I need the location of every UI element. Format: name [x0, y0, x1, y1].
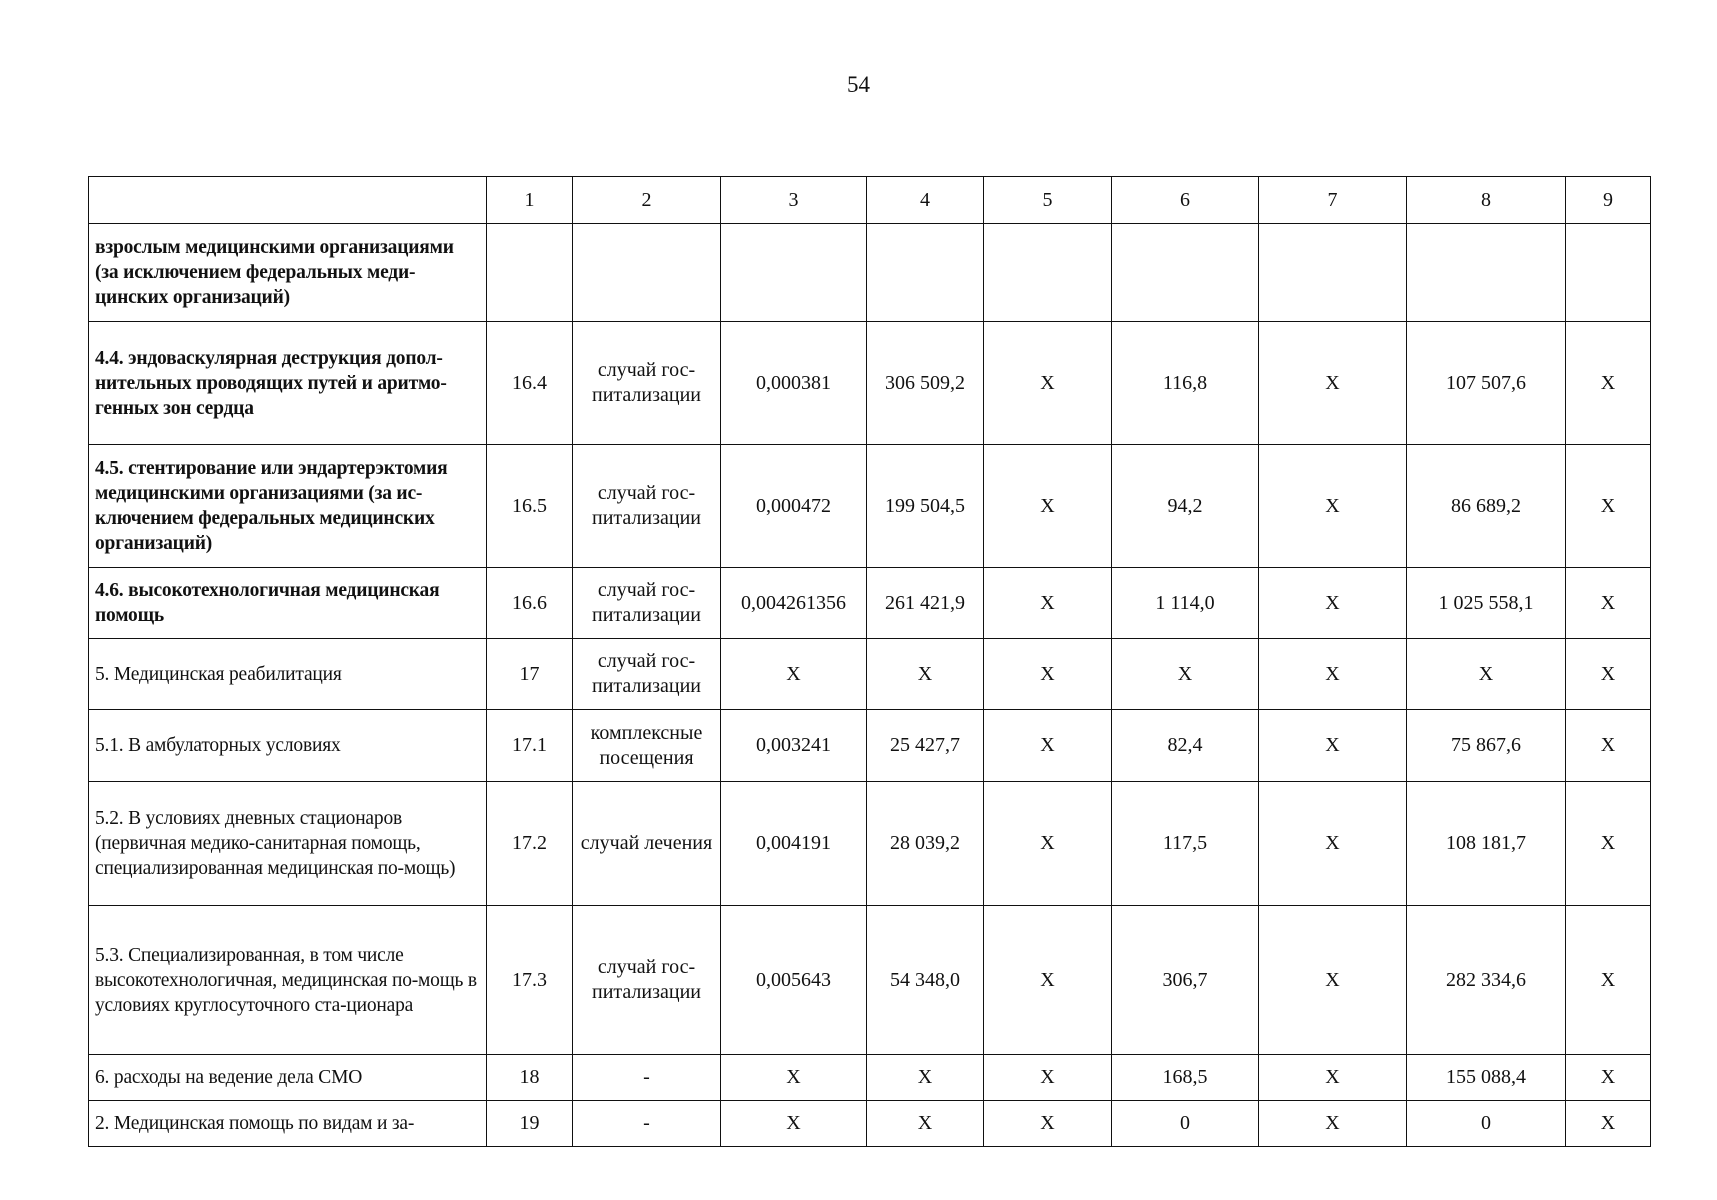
col-8: 0 [1407, 1101, 1566, 1147]
col-6: X [1112, 639, 1259, 710]
col-5: X [984, 906, 1112, 1055]
col-3: 0,000381 [721, 322, 867, 445]
col-6 [1112, 224, 1259, 322]
col-9: X [1566, 1055, 1651, 1101]
col-5: X [984, 568, 1112, 639]
col-1-code: 17 [487, 639, 573, 710]
col-4 [867, 224, 984, 322]
col-5: X [984, 322, 1112, 445]
row-label: 6. расходы на ведение дела СМО [89, 1055, 487, 1101]
header-cell: 4 [867, 177, 984, 224]
table-row [89, 639, 1651, 710]
col-8: 75 867,6 [1407, 710, 1566, 782]
col-2-unit: - [573, 1055, 721, 1101]
col-5: X [984, 710, 1112, 782]
col-1-code: 18 [487, 1055, 573, 1101]
col-4: 306 509,2 [867, 322, 984, 445]
col-8 [1407, 224, 1566, 322]
col-4: X [867, 639, 984, 710]
col-1-code: 19 [487, 1101, 573, 1147]
row-label: 5.3. Специализированная, в том числе высокотехнологичная, медицинская по-мощь в условиях круглосуточного ста-ционара [89, 906, 487, 1055]
col-7: X [1259, 906, 1407, 1055]
col-6: 116,8 [1112, 322, 1259, 445]
col-8: 1 025 558,1 [1407, 568, 1566, 639]
row-label: 2. Медицинская помощь по видам и за- [89, 1101, 487, 1147]
col-2-unit [573, 224, 721, 322]
table-row [89, 1055, 1651, 1101]
col-7 [1259, 224, 1407, 322]
col-7: X [1259, 710, 1407, 782]
row-label: 4.5. стентирование или эндартерэктомия медицинскими организациями (за ис-ключением федеральных медицинских организаций) [89, 445, 487, 568]
table-row [89, 224, 1651, 322]
col-9: X [1566, 322, 1651, 445]
header-cell: 8 [1407, 177, 1566, 224]
col-2-unit: случай гос-питализации [573, 445, 721, 568]
col-3: 0,000472 [721, 445, 867, 568]
col-5: X [984, 782, 1112, 906]
col-2-unit: случай гос-питализации [573, 639, 721, 710]
table-row [89, 568, 1651, 639]
table-row [89, 906, 1651, 1055]
col-9: X [1566, 782, 1651, 906]
col-2-unit: - [573, 1101, 721, 1147]
col-7: X [1259, 1055, 1407, 1101]
col-3: 0,005643 [721, 906, 867, 1055]
col-4: X [867, 1101, 984, 1147]
col-3: X [721, 1055, 867, 1101]
col-2-unit: случай гос-питализации [573, 322, 721, 445]
page-number: 54 [847, 72, 870, 97]
row-label: 5. Медицинская реабилитация [89, 639, 487, 710]
col-2-unit: случай гос-питализации [573, 906, 721, 1055]
col-6: 306,7 [1112, 906, 1259, 1055]
table-row [89, 322, 1651, 445]
col-8: 282 334,6 [1407, 906, 1566, 1055]
col-4: 54 348,0 [867, 906, 984, 1055]
col-4: X [867, 1055, 984, 1101]
col-3: X [721, 1101, 867, 1147]
header-cell: 7 [1259, 177, 1407, 224]
col-3: 0,004191 [721, 782, 867, 906]
col-9 [1566, 224, 1651, 322]
row-label: 4.4. эндоваскулярная деструкция допол-нительных проводящих путей и аритмо-генных зон сердца [89, 322, 487, 445]
col-7: X [1259, 1101, 1407, 1147]
col-1-code: 17.2 [487, 782, 573, 906]
col-2-unit: случай лечения [573, 782, 721, 906]
col-9: X [1566, 710, 1651, 782]
col-2-unit: комплексные посещения [573, 710, 721, 782]
col-3 [721, 224, 867, 322]
row-label: 5.2. В условиях дневных стационаров (первичная медико-санитарная помощь, специализированная медицинская по-мощь) [89, 782, 487, 906]
col-6: 0 [1112, 1101, 1259, 1147]
col-6: 1 114,0 [1112, 568, 1259, 639]
col-9: X [1566, 568, 1651, 639]
col-9: X [1566, 1101, 1651, 1147]
header-cell: 5 [984, 177, 1112, 224]
col-4: 25 427,7 [867, 710, 984, 782]
col-6: 168,5 [1112, 1055, 1259, 1101]
col-1-code: 17.3 [487, 906, 573, 1055]
col-8: X [1407, 639, 1566, 710]
header-cell: 3 [721, 177, 867, 224]
row-label: взрослым медицинскими организациями (за исключением федеральных меди-цинских организаций) [89, 224, 487, 322]
col-6: 82,4 [1112, 710, 1259, 782]
col-8: 108 181,7 [1407, 782, 1566, 906]
header-cell: 1 [487, 177, 573, 224]
table-row [89, 1101, 1651, 1147]
col-4: 261 421,9 [867, 568, 984, 639]
col-1-code: 16.5 [487, 445, 573, 568]
col-8: 155 088,4 [1407, 1055, 1566, 1101]
col-3: 0,003241 [721, 710, 867, 782]
table-row [89, 710, 1651, 782]
col-1-code [487, 224, 573, 322]
header-cell: 9 [1566, 177, 1651, 224]
col-2-unit: случай гос-питализации [573, 568, 721, 639]
row-label: 4.6. высокотехнологичная медицинская помощь [89, 568, 487, 639]
col-3: 0,004261356 [721, 568, 867, 639]
col-5: X [984, 639, 1112, 710]
col-3: X [721, 639, 867, 710]
col-1-code: 17.1 [487, 710, 573, 782]
data-table [88, 176, 1651, 1147]
col-5: X [984, 1055, 1112, 1101]
col-5: X [984, 1101, 1112, 1147]
col-8: 86 689,2 [1407, 445, 1566, 568]
col-4: 28 039,2 [867, 782, 984, 906]
table-row [89, 445, 1651, 568]
col-9: X [1566, 906, 1651, 1055]
col-6: 94,2 [1112, 445, 1259, 568]
col-8: 107 507,6 [1407, 322, 1566, 445]
col-6: 117,5 [1112, 782, 1259, 906]
header-cell: 2 [573, 177, 721, 224]
col-1-code: 16.4 [487, 322, 573, 445]
col-7: X [1259, 445, 1407, 568]
col-4: 199 504,5 [867, 445, 984, 568]
header-cell: 6 [1112, 177, 1259, 224]
col-7: X [1259, 639, 1407, 710]
col-7: X [1259, 568, 1407, 639]
header-cell [89, 177, 487, 224]
table-row [89, 782, 1651, 906]
col-7: X [1259, 322, 1407, 445]
header-row [89, 177, 1651, 224]
col-9: X [1566, 445, 1651, 568]
col-5 [984, 224, 1112, 322]
col-7: X [1259, 782, 1407, 906]
col-9: X [1566, 639, 1651, 710]
col-1-code: 16.6 [487, 568, 573, 639]
col-5: X [984, 445, 1112, 568]
row-label: 5.1. В амбулаторных условиях [89, 710, 487, 782]
